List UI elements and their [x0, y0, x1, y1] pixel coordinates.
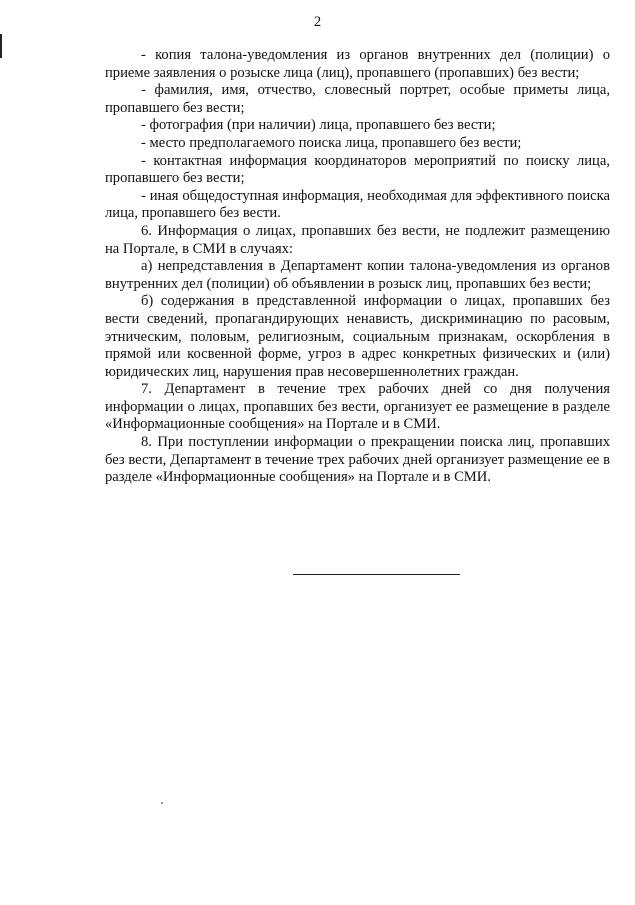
scan-edge-mark [0, 34, 2, 58]
clause-8: 8. При поступлении информации о прекращении поиска лиц, пропавших без вести, Департамент в течение трех рабочих дней организует размещение ее в разделе «Информационные сообщения» на Портале и в СМИ. [105, 434, 610, 486]
clause-6-a: а) непредставления в Департамент копии талона-уведомления из органов внутренних дел (полиции) об объявлении в розыск лиц, пропавших без вести; [105, 258, 610, 292]
bullet-talon-copy: - копия талона-уведомления из органов внутренних дел (полиции) о приеме заявления о розыске лица (лиц), пропавшего (пропавших) без вести; [105, 47, 610, 81]
clause-6: 6. Информация о лицах, пропавших без вести, не подлежит размещению на Портале, в СМИ в случаях: [105, 222, 610, 257]
clause-7: 7. Департамент в течение трех рабочих дней со дня получения информации о лицах, пропавших без вести, организует ее размещение в разделе «Информационные сообщения» на Портале и в СМИ. [105, 381, 610, 433]
clause-6-b: б) содержания в представленной информации о лицах, пропавших без вести сведений, пропагандирующих ненависть, дискриминацию по расовым, этническим, половым, религиозным, социальным признакам, оскорбления в прямой или косвенной форме, угроз в адрес конкретных физических и (или) юридических лиц, нарушения прав несовершеннолетних граждан. [105, 293, 610, 380]
bullet-full-name-portrait: - фамилия, имя, отчество, словесный портрет, особые приметы лица, пропавшего без вести; [105, 82, 610, 116]
page-number: 2 [313, 14, 322, 30]
bullet-coordinator-contacts: - контактная информация координаторов мероприятий по поиску лица, пропавшего без вести; [105, 152, 610, 187]
scan-speck [161, 802, 163, 804]
bullet-other-info: - иная общедоступная информация, необходимая для эффективного поиска лица, пропавшего без вести. [105, 187, 610, 222]
bullet-search-location: - место предполагаемого поиска лица, пропавшего без вести; [141, 134, 522, 151]
bullet-photo: - фотография (при наличии) лица, пропавшего без вести; [141, 117, 496, 134]
end-divider-line [293, 574, 460, 575]
document-body [105, 47, 610, 487]
